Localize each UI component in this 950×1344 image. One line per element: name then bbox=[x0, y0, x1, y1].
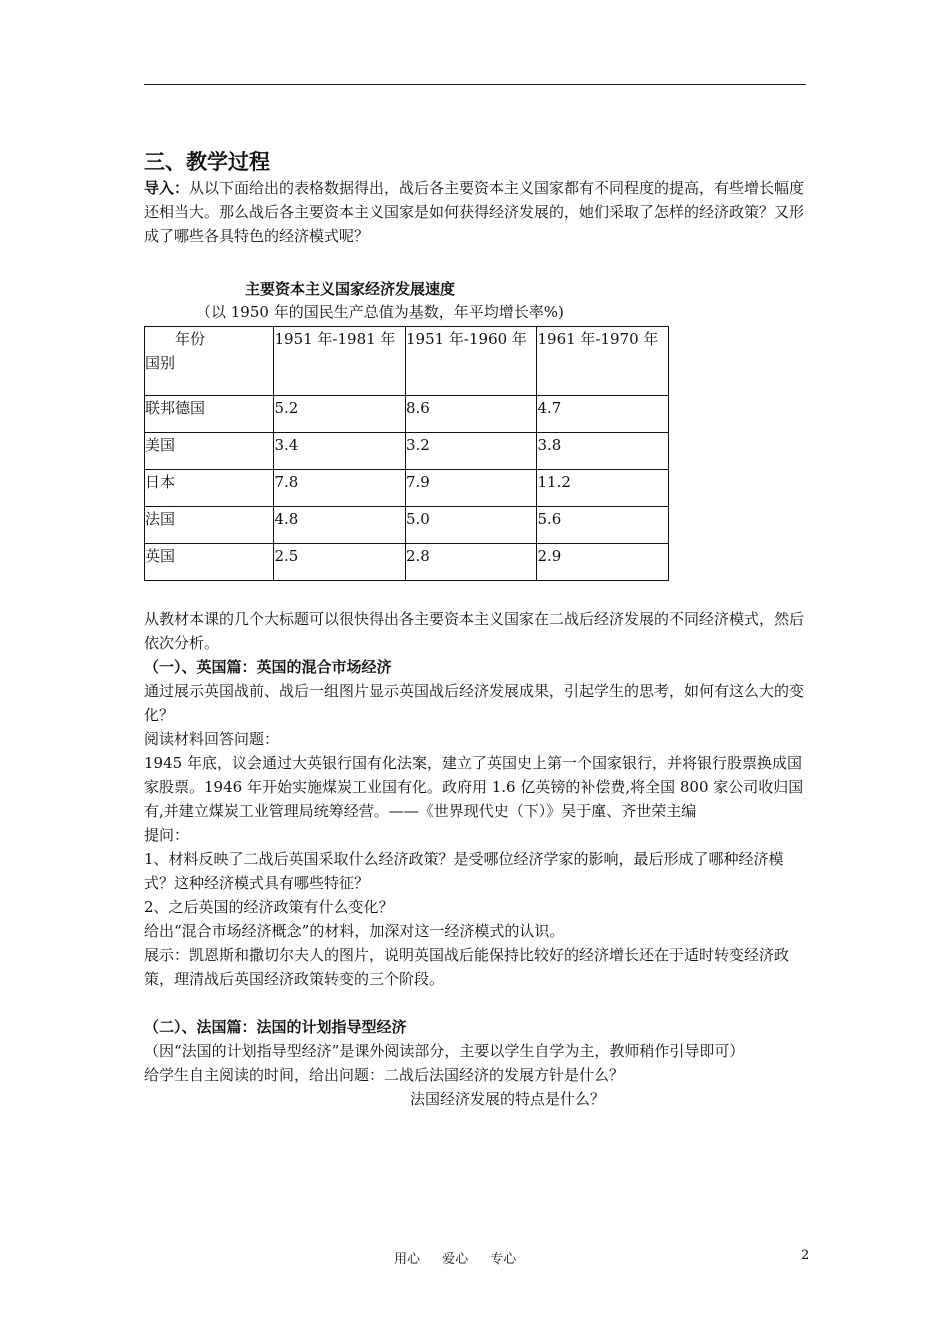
value-cell: 5.0 bbox=[405, 507, 537, 544]
section-title: 三、教学过程 bbox=[144, 150, 270, 174]
part1-paragraph: 给出“混合市场经济概念”的材料，加深对这一经济模式的认识。 bbox=[144, 922, 565, 940]
after-table-paragraph: 从教材本课的几个大标题可以很快得出各主要资本主义国家在二战后经济发展的不同经济模式，然后依次分析。 bbox=[144, 610, 805, 652]
part2-heading: （二）、法国篇：法国的计划指导型经济 bbox=[144, 1018, 407, 1036]
value-cell: 3.8 bbox=[537, 433, 669, 470]
page-number: 2 bbox=[801, 1248, 810, 1263]
part1-material: 1945 年底，议会通过大英银行国有化法案，建立了英国史上第一个国家银行，并将银行股票换成国家股票。1946 年开始实施煤炭工业国有化。政府用 1.6 亿英镑的补偿费,将全国 800 家公司收归国有,并建立煤炭工业管理局统筹经营。——《世界现代史（下）》吴于廑、齐世荣主编 bbox=[144, 754, 804, 820]
value-cell: 3.4 bbox=[274, 433, 406, 470]
part1-paragraph: 阅读材料回答问题： bbox=[144, 730, 280, 748]
document-body bbox=[144, 148, 808, 1111]
country-cell: 美国 bbox=[145, 433, 274, 470]
column-header: 1961 年-1970 年 bbox=[537, 327, 669, 396]
intro-label: 导入： bbox=[144, 179, 190, 197]
part1-heading: （一）、英国篇：英国的混合市场经济 bbox=[144, 658, 392, 676]
part1-paragraph: 提问： bbox=[144, 826, 190, 844]
table-row bbox=[145, 470, 669, 507]
value-cell: 5.6 bbox=[537, 507, 669, 544]
part2-paragraph: 给学生自主阅读的时间，给出问题：二战后法国经济的发展方针是什么？ bbox=[144, 1066, 625, 1084]
value-cell: 2.5 bbox=[274, 544, 406, 581]
part1-paragraph: 展示：凯恩斯和撒切尔夫人的图片，说明英国战后能保持比较好的经济增长还在于适时转变经济政策，理清战后英国经济政策转变的三个阶段。 bbox=[144, 946, 790, 988]
value-cell: 11.2 bbox=[537, 470, 669, 507]
value-cell: 4.8 bbox=[274, 507, 406, 544]
intro-text: 从以下面给出的表格数据得出，战后各主要资本主义国家都有不同程度的提高，有些增长幅度还相当大。那么战后各主要资本主义国家是如何获得经济发展的，她们采取了怎样的经济政策？又形成了哪些各具特色的经济模式呢？ bbox=[144, 179, 805, 245]
footer-motto: 用心 爱心 专心 bbox=[394, 1252, 517, 1267]
table-row bbox=[145, 433, 669, 470]
growth-table bbox=[144, 326, 669, 581]
part1-paragraph: 通过展示英国战前、战后一组图片显示英国战后经济发展成果，引起学生的思考，如何有这么大的变化？ bbox=[144, 682, 805, 724]
value-cell: 7.9 bbox=[405, 470, 537, 507]
part2-paragraph: （因“法国的计划指导型经济”是课外阅读部分，主要以学生自学为主，教师稍作引导即可） bbox=[144, 1042, 745, 1060]
part1-question: 2、之后英国的经济政策有什么变化？ bbox=[144, 898, 394, 916]
value-cell: 8.6 bbox=[405, 396, 537, 433]
corner-year-label: 年份 bbox=[175, 330, 206, 348]
value-cell: 5.2 bbox=[274, 396, 406, 433]
table-subtitle: （以 1950 年的国民生产总值为基数，年平均增长率%) bbox=[196, 303, 564, 321]
value-cell: 3.2 bbox=[405, 433, 537, 470]
part2-question: 法国经济发展的特点是什么？ bbox=[410, 1090, 606, 1108]
value-cell: 7.8 bbox=[274, 470, 406, 507]
corner-cell bbox=[145, 327, 274, 396]
header-rule bbox=[144, 84, 806, 85]
country-cell: 英国 bbox=[145, 544, 274, 581]
table-row bbox=[145, 507, 669, 544]
table-title: 主要资本主义国家经济发展速度 bbox=[245, 280, 456, 298]
country-cell: 日本 bbox=[145, 470, 274, 507]
table-header-row bbox=[145, 327, 669, 396]
table-row bbox=[145, 544, 669, 581]
corner-country-label: 国别 bbox=[145, 354, 176, 372]
value-cell: 2.8 bbox=[405, 544, 537, 581]
table-row bbox=[145, 396, 669, 433]
value-cell: 2.9 bbox=[537, 544, 669, 581]
country-cell: 法国 bbox=[145, 507, 274, 544]
part1-question: 1、材料反映了二战后英国采取什么经济政策？是受哪位经济学家的影响，最后形成了哪种经济模式？这种经济模式具有哪些特征？ bbox=[144, 850, 784, 892]
column-header: 1951 年-1981 年 bbox=[274, 327, 406, 396]
intro-paragraph bbox=[144, 176, 808, 248]
value-cell: 4.7 bbox=[537, 396, 669, 433]
column-header: 1951 年-1960 年 bbox=[405, 327, 537, 396]
country-cell: 联邦德国 bbox=[145, 396, 274, 433]
